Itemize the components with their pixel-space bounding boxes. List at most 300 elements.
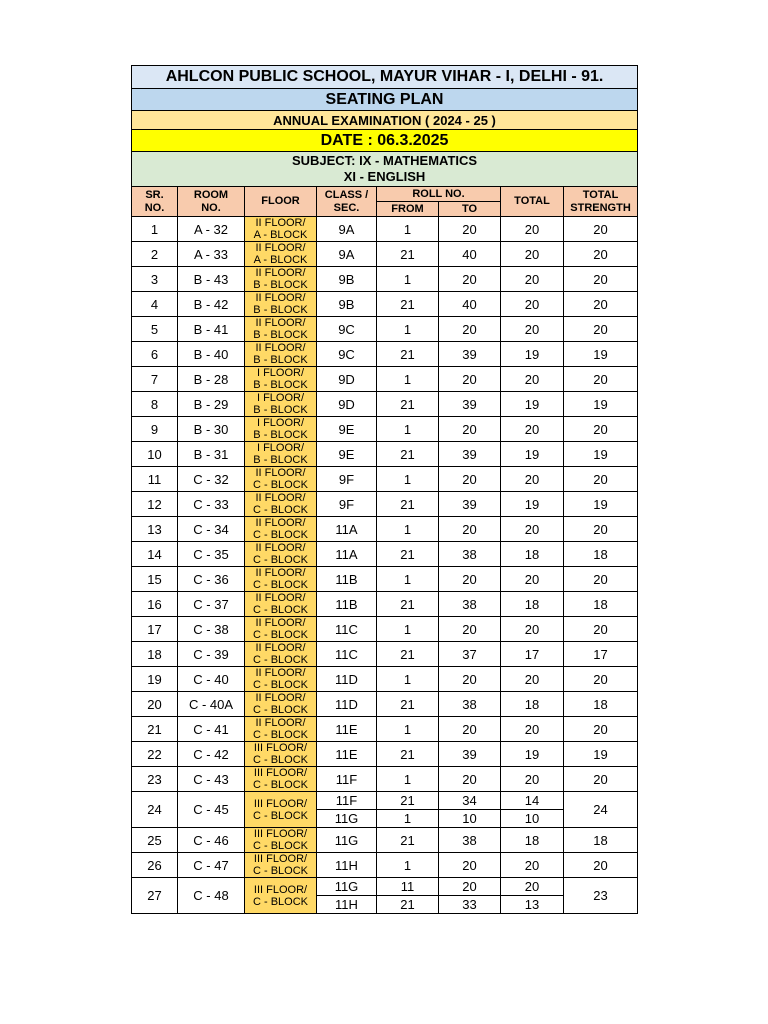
- class-sec-cell: 11H: [317, 896, 377, 914]
- roll-to-cell: 38: [439, 828, 501, 853]
- table-row: [132, 853, 638, 878]
- room-no-cell: B - 40: [178, 342, 245, 367]
- room-no-cell: C - 34: [178, 517, 245, 542]
- roll-from-cell: 21: [377, 592, 439, 617]
- roll-from-cell: 1: [377, 767, 439, 792]
- total-strength-cell: 20: [564, 417, 638, 442]
- roll-to-cell: 10: [439, 810, 501, 828]
- sr-no-cell: 26: [132, 853, 178, 878]
- total-strength-cell: 20: [564, 242, 638, 267]
- roll-from-cell: 21: [377, 828, 439, 853]
- floor-level: II FLOOR/: [255, 317, 306, 329]
- roll-from-cell: 21: [377, 442, 439, 467]
- floor-level: II FLOOR/: [255, 567, 306, 579]
- class-sec-cell: 9F: [317, 467, 377, 492]
- sr-no-cell: 23: [132, 767, 178, 792]
- floor-level: II FLOOR/: [255, 542, 306, 554]
- floor-cell: [245, 717, 317, 742]
- roll-to-cell: 39: [439, 342, 501, 367]
- room-no-cell: C - 32: [178, 467, 245, 492]
- total-cell: 20: [501, 467, 564, 492]
- sr-no-cell: 19: [132, 667, 178, 692]
- total-strength-cell: 23: [564, 878, 638, 914]
- total-cell: 18: [501, 592, 564, 617]
- room-no-cell: C - 35: [178, 542, 245, 567]
- class-sec-cell: 11E: [317, 717, 377, 742]
- table-row: [132, 767, 638, 792]
- sr-no-cell: 6: [132, 342, 178, 367]
- class-sec-cell: 11A: [317, 517, 377, 542]
- subject-line-1: SUBJECT: IX - MATHEMATICS: [291, 153, 478, 168]
- floor-level: II FLOOR/: [255, 217, 306, 229]
- total-cell: 19: [501, 442, 564, 467]
- room-no-cell: B - 31: [178, 442, 245, 467]
- floor-block: C - BLOCK: [252, 754, 308, 766]
- roll-from-cell: 1: [377, 217, 439, 242]
- roll-from-cell: 1: [377, 567, 439, 592]
- room-no-cell: A - 33: [178, 242, 245, 267]
- floor-cell: [245, 417, 317, 442]
- floor-level: II FLOOR/: [255, 642, 306, 654]
- room-no-cell: B - 29: [178, 392, 245, 417]
- total-cell: 20: [501, 878, 564, 896]
- total-strength-cell: 20: [564, 767, 638, 792]
- plan-title: SEATING PLAN: [132, 89, 638, 111]
- total-cell: 19: [501, 392, 564, 417]
- class-sec-cell: 11G: [317, 828, 377, 853]
- floor-block: B - BLOCK: [253, 304, 308, 316]
- total-strength-cell: 20: [564, 317, 638, 342]
- total-cell: 20: [501, 267, 564, 292]
- floor-block: B - BLOCK: [253, 379, 308, 391]
- roll-to-cell: 20: [439, 667, 501, 692]
- roll-from-cell: 1: [377, 317, 439, 342]
- table-row: [132, 392, 638, 417]
- roll-from-cell: 1: [377, 467, 439, 492]
- total-strength-cell: 20: [564, 667, 638, 692]
- room-no-cell: C - 48: [178, 878, 245, 914]
- table-row: [132, 542, 638, 567]
- total-strength-cell: 20: [564, 267, 638, 292]
- total-cell: 10: [501, 810, 564, 828]
- room-no-cell: C - 45: [178, 792, 245, 828]
- class-sec-cell: 11G: [317, 810, 377, 828]
- floor-level: II FLOOR/: [255, 517, 306, 529]
- school-name: AHLCON PUBLIC SCHOOL, MAYUR VIHAR - I, DELHI - 91.: [132, 66, 638, 89]
- roll-from-cell: 21: [377, 242, 439, 267]
- roll-to-cell: 20: [439, 467, 501, 492]
- header-floor: FLOOR: [245, 187, 317, 217]
- table-row: [132, 717, 638, 742]
- table-row: [132, 642, 638, 667]
- floor-cell: [245, 567, 317, 592]
- floor-level: I FLOOR/: [256, 367, 305, 379]
- header-room-line2: NO.: [201, 201, 221, 214]
- roll-to-cell: 20: [439, 417, 501, 442]
- total-cell: 20: [501, 417, 564, 442]
- header-room-no: [178, 187, 245, 217]
- table-row: [132, 292, 638, 317]
- floor-level: II FLOOR/: [255, 692, 306, 704]
- table-row: [132, 567, 638, 592]
- class-sec-cell: 9C: [317, 342, 377, 367]
- sr-no-cell: 8: [132, 392, 178, 417]
- roll-to-cell: 40: [439, 292, 501, 317]
- roll-from-cell: 1: [377, 810, 439, 828]
- floor-block: C - BLOCK: [252, 604, 308, 616]
- roll-to-cell: 38: [439, 542, 501, 567]
- floor-block: C - BLOCK: [252, 504, 308, 516]
- total-cell: 19: [501, 492, 564, 517]
- floor-block: C - BLOCK: [252, 629, 308, 641]
- subject-line-2: XI - ENGLISH: [343, 169, 426, 184]
- floor-block: C - BLOCK: [252, 654, 308, 666]
- class-sec-cell: 9E: [317, 442, 377, 467]
- room-no-cell: B - 30: [178, 417, 245, 442]
- sr-no-cell: 4: [132, 292, 178, 317]
- sr-no-cell: 12: [132, 492, 178, 517]
- total-cell: 20: [501, 217, 564, 242]
- floor-level: III FLOOR/: [253, 767, 308, 779]
- floor-block: C - BLOCK: [252, 529, 308, 541]
- header-room-line1: ROOM: [193, 188, 229, 201]
- class-sec-cell: 11B: [317, 567, 377, 592]
- roll-to-cell: 20: [439, 267, 501, 292]
- class-sec-cell: 11A: [317, 542, 377, 567]
- floor-block: B - BLOCK: [253, 454, 308, 466]
- roll-from-cell: 21: [377, 896, 439, 914]
- room-no-cell: C - 43: [178, 767, 245, 792]
- floor-block: C - BLOCK: [252, 479, 308, 491]
- roll-from-cell: 21: [377, 342, 439, 367]
- roll-to-cell: 33: [439, 896, 501, 914]
- header-roll-no: ROLL NO.: [377, 187, 501, 202]
- roll-to-cell: 20: [439, 367, 501, 392]
- roll-from-cell: 21: [377, 292, 439, 317]
- floor-level: II FLOOR/: [255, 467, 306, 479]
- floor-cell: [245, 392, 317, 417]
- roll-from-cell: 21: [377, 642, 439, 667]
- floor-block: C - BLOCK: [252, 554, 308, 566]
- class-sec-cell: 11D: [317, 692, 377, 717]
- table-row: [132, 617, 638, 642]
- total-strength-cell: 18: [564, 592, 638, 617]
- floor-block: C - BLOCK: [252, 865, 308, 877]
- sr-no-cell: 15: [132, 567, 178, 592]
- table-row: [132, 517, 638, 542]
- total-cell: 19: [501, 342, 564, 367]
- total-cell: 20: [501, 617, 564, 642]
- header-class-line1: CLASS /: [324, 188, 369, 201]
- floor-level: I FLOOR/: [256, 417, 305, 429]
- header-strength-line2: STRENGTH: [570, 201, 631, 214]
- sr-no-cell: 10: [132, 442, 178, 467]
- floor-cell: [245, 878, 317, 914]
- total-cell: 20: [501, 367, 564, 392]
- floor-cell: [245, 292, 317, 317]
- class-sec-cell: 9F: [317, 492, 377, 517]
- total-cell: 20: [501, 717, 564, 742]
- room-no-cell: B - 28: [178, 367, 245, 392]
- floor-level: II FLOOR/: [255, 717, 306, 729]
- class-sec-cell: 9E: [317, 417, 377, 442]
- floor-level: II FLOOR/: [255, 592, 306, 604]
- floor-block: C - BLOCK: [252, 779, 308, 791]
- total-strength-cell: 19: [564, 742, 638, 767]
- table-row: [132, 667, 638, 692]
- floor-block: C - BLOCK: [252, 679, 308, 691]
- sr-no-cell: 20: [132, 692, 178, 717]
- floor-level: II FLOOR/: [255, 292, 306, 304]
- floor-level: III FLOOR/: [253, 797, 308, 810]
- header-strength-line1: TOTAL: [582, 188, 619, 201]
- roll-from-cell: 21: [377, 742, 439, 767]
- room-no-cell: C - 33: [178, 492, 245, 517]
- total-strength-cell: 20: [564, 853, 638, 878]
- floor-block: B - BLOCK: [253, 404, 308, 416]
- floor-cell: [245, 367, 317, 392]
- room-no-cell: C - 41: [178, 717, 245, 742]
- total-cell: 18: [501, 542, 564, 567]
- total-cell: 18: [501, 828, 564, 853]
- roll-from-cell: 21: [377, 392, 439, 417]
- floor-level: II FLOOR/: [255, 267, 306, 279]
- table-row: [132, 878, 638, 896]
- floor-cell: [245, 467, 317, 492]
- table-row: [132, 828, 638, 853]
- sr-no-cell: 14: [132, 542, 178, 567]
- header-to: TO: [439, 202, 501, 217]
- header-class-sec: [317, 187, 377, 217]
- roll-from-cell: 1: [377, 617, 439, 642]
- room-no-cell: A - 32: [178, 217, 245, 242]
- class-sec-cell: 9D: [317, 367, 377, 392]
- floor-level: II FLOOR/: [255, 342, 306, 354]
- sr-no-cell: 5: [132, 317, 178, 342]
- total-strength-cell: 18: [564, 692, 638, 717]
- total-cell: 20: [501, 667, 564, 692]
- floor-cell: [245, 692, 317, 717]
- seating-plan-sheet: [131, 65, 637, 914]
- floor-cell: [245, 853, 317, 878]
- total-strength-cell: 20: [564, 367, 638, 392]
- total-cell: 13: [501, 896, 564, 914]
- floor-cell: [245, 792, 317, 828]
- class-sec-cell: 9D: [317, 392, 377, 417]
- sr-no-cell: 25: [132, 828, 178, 853]
- total-strength-cell: 17: [564, 642, 638, 667]
- floor-level: I FLOOR/: [256, 442, 305, 454]
- floor-block: B - BLOCK: [253, 354, 308, 366]
- total-strength-cell: 19: [564, 492, 638, 517]
- roll-to-cell: 20: [439, 767, 501, 792]
- floor-cell: [245, 342, 317, 367]
- class-sec-cell: 11H: [317, 853, 377, 878]
- floor-level: II FLOOR/: [255, 617, 306, 629]
- class-sec-cell: 11F: [317, 767, 377, 792]
- sr-no-cell: 11: [132, 467, 178, 492]
- table-row: [132, 417, 638, 442]
- table-row: [132, 467, 638, 492]
- total-strength-cell: 24: [564, 792, 638, 828]
- sr-no-cell: 16: [132, 592, 178, 617]
- total-strength-cell: 19: [564, 342, 638, 367]
- roll-from-cell: 1: [377, 417, 439, 442]
- room-no-cell: B - 41: [178, 317, 245, 342]
- room-no-cell: B - 42: [178, 292, 245, 317]
- room-no-cell: C - 46: [178, 828, 245, 853]
- total-cell: 19: [501, 742, 564, 767]
- floor-cell: [245, 542, 317, 567]
- total-cell: 20: [501, 517, 564, 542]
- floor-block: B - BLOCK: [253, 279, 308, 291]
- table-row: [132, 692, 638, 717]
- subject-title: [132, 152, 638, 187]
- table-row: [132, 742, 638, 767]
- floor-level: I FLOOR/: [256, 392, 305, 404]
- sr-no-cell: 9: [132, 417, 178, 442]
- table-row: [132, 342, 638, 367]
- roll-from-cell: 1: [377, 667, 439, 692]
- total-cell: 20: [501, 242, 564, 267]
- class-sec-cell: 11E: [317, 742, 377, 767]
- roll-from-cell: 1: [377, 853, 439, 878]
- roll-from-cell: 1: [377, 267, 439, 292]
- floor-cell: [245, 267, 317, 292]
- sr-no-cell: 18: [132, 642, 178, 667]
- table-row: [132, 442, 638, 467]
- roll-to-cell: 20: [439, 878, 501, 896]
- room-no-cell: C - 39: [178, 642, 245, 667]
- header-total-strength: [564, 187, 638, 217]
- floor-cell: [245, 742, 317, 767]
- roll-from-cell: 1: [377, 367, 439, 392]
- total-cell: 20: [501, 317, 564, 342]
- floor-cell: [245, 492, 317, 517]
- total-strength-cell: 20: [564, 617, 638, 642]
- roll-to-cell: 37: [439, 642, 501, 667]
- roll-to-cell: 20: [439, 317, 501, 342]
- floor-block: C - BLOCK: [252, 809, 308, 822]
- floor-block: C - BLOCK: [252, 729, 308, 741]
- room-no-cell: C - 37: [178, 592, 245, 617]
- floor-cell: [245, 517, 317, 542]
- floor-level: III FLOOR/: [253, 828, 308, 840]
- class-sec-cell: 11C: [317, 617, 377, 642]
- sr-no-cell: 21: [132, 717, 178, 742]
- roll-from-cell: 21: [377, 692, 439, 717]
- floor-level: II FLOOR/: [255, 242, 306, 254]
- total-cell: 14: [501, 792, 564, 810]
- table-row: [132, 367, 638, 392]
- sr-no-cell: 24: [132, 792, 178, 828]
- roll-from-cell: 21: [377, 542, 439, 567]
- room-no-cell: C - 40A: [178, 692, 245, 717]
- total-strength-cell: 19: [564, 392, 638, 417]
- floor-level: III FLOOR/: [253, 742, 308, 754]
- class-sec-cell: 9C: [317, 317, 377, 342]
- total-strength-cell: 20: [564, 467, 638, 492]
- sr-no-cell: 3: [132, 267, 178, 292]
- roll-to-cell: 39: [439, 442, 501, 467]
- roll-to-cell: 20: [439, 567, 501, 592]
- floor-cell: [245, 667, 317, 692]
- floor-cell: [245, 242, 317, 267]
- class-sec-cell: 9B: [317, 292, 377, 317]
- exam-date: DATE : 06.3.2025: [132, 130, 638, 152]
- total-strength-cell: 18: [564, 542, 638, 567]
- roll-to-cell: 38: [439, 692, 501, 717]
- class-sec-cell: 9A: [317, 242, 377, 267]
- roll-to-cell: 20: [439, 717, 501, 742]
- total-cell: 20: [501, 567, 564, 592]
- header-sr-no: [132, 187, 178, 217]
- header-class-line2: SEC.: [333, 201, 360, 214]
- roll-to-cell: 20: [439, 853, 501, 878]
- header-from: FROM: [377, 202, 439, 217]
- sr-no-cell: 7: [132, 367, 178, 392]
- class-sec-cell: 9A: [317, 217, 377, 242]
- roll-to-cell: 20: [439, 617, 501, 642]
- table-row: [132, 267, 638, 292]
- roll-from-cell: 21: [377, 492, 439, 517]
- exam-title: ANNUAL EXAMINATION ( 2024 - 25 ): [132, 111, 638, 130]
- header-sr-line2: NO.: [144, 201, 165, 214]
- seating-plan-table: [131, 65, 638, 914]
- total-strength-cell: 20: [564, 717, 638, 742]
- floor-cell: [245, 442, 317, 467]
- sr-no-cell: 1: [132, 217, 178, 242]
- roll-to-cell: 39: [439, 392, 501, 417]
- sr-no-cell: 22: [132, 742, 178, 767]
- floor-block: A - BLOCK: [253, 254, 308, 266]
- room-no-cell: B - 43: [178, 267, 245, 292]
- room-no-cell: C - 38: [178, 617, 245, 642]
- floor-block: C - BLOCK: [252, 840, 308, 852]
- class-sec-cell: 11G: [317, 878, 377, 896]
- floor-block: B - BLOCK: [253, 329, 308, 341]
- table-row: [132, 317, 638, 342]
- floor-cell: [245, 828, 317, 853]
- roll-from-cell: 21: [377, 792, 439, 810]
- total-strength-cell: 18: [564, 828, 638, 853]
- floor-level: III FLOOR/: [253, 883, 308, 896]
- floor-block: C - BLOCK: [252, 895, 308, 908]
- floor-cell: [245, 767, 317, 792]
- table-row: [132, 492, 638, 517]
- total-cell: 20: [501, 767, 564, 792]
- roll-from-cell: 11: [377, 878, 439, 896]
- total-cell: 18: [501, 692, 564, 717]
- roll-to-cell: 39: [439, 492, 501, 517]
- total-strength-cell: 20: [564, 567, 638, 592]
- floor-block: C - BLOCK: [252, 704, 308, 716]
- total-cell: 17: [501, 642, 564, 667]
- roll-to-cell: 20: [439, 517, 501, 542]
- floor-cell: [245, 592, 317, 617]
- total-cell: 20: [501, 292, 564, 317]
- roll-from-cell: 1: [377, 717, 439, 742]
- floor-level: III FLOOR/: [253, 853, 308, 865]
- roll-to-cell: 20: [439, 217, 501, 242]
- floor-cell: [245, 317, 317, 342]
- room-no-cell: C - 47: [178, 853, 245, 878]
- sr-no-cell: 2: [132, 242, 178, 267]
- roll-to-cell: 40: [439, 242, 501, 267]
- table-row: [132, 217, 638, 242]
- floor-cell: [245, 617, 317, 642]
- floor-block: C - BLOCK: [252, 579, 308, 591]
